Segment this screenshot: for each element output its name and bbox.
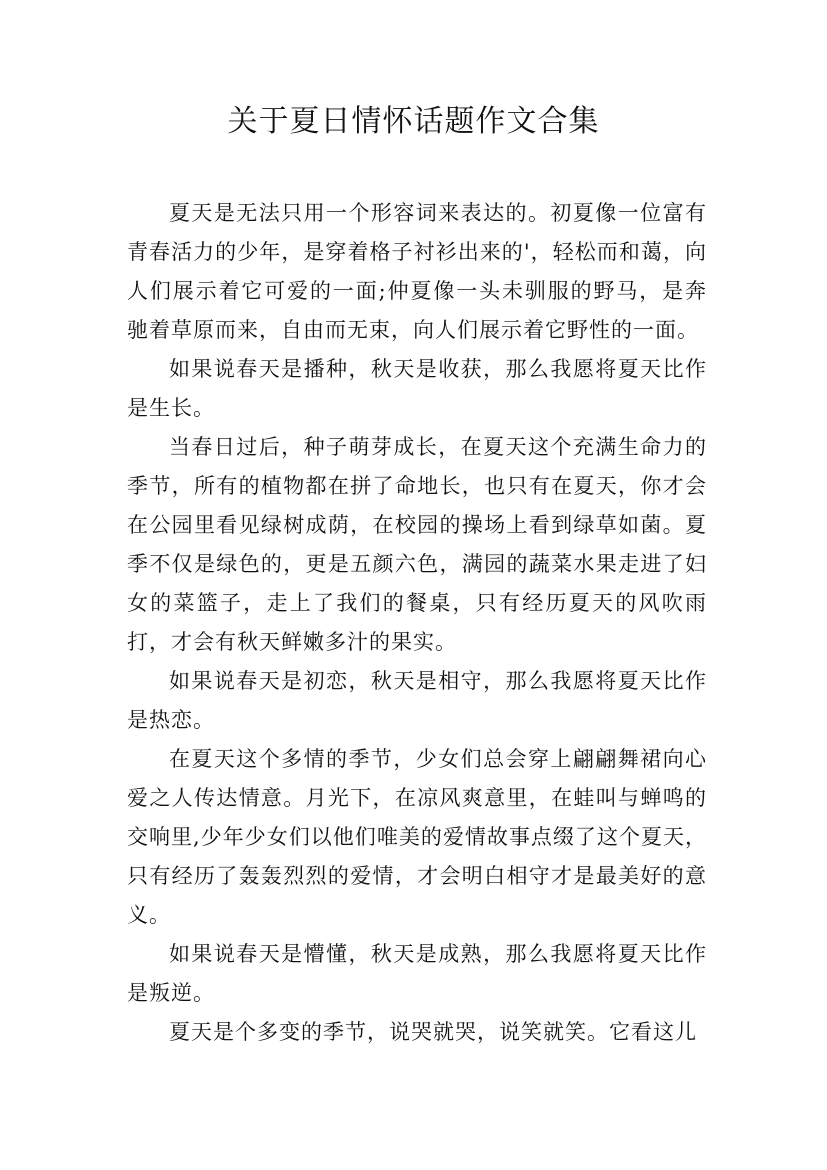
paragraph: 夏天是无法只用一个形容词来表达的。初夏像一位富有青春活力的少年，是穿着格子衬衫出来的'，轻松而和蔼，向人们展示着它可爱的一面;仲夏像一头未驯服的野马，是奔驰着草原而来，自由而无束，向人们展示着它野性的一面。 bbox=[127, 201, 707, 342]
paragraph: 在夏天这个多情的季节，少女们总会穿上翩翩舞裙向心爱之人传达情意。月光下，在凉风爽意里，在蛙叫与蝉鸣的交响里,少年少女们以他们唯美的爱情故事点缀了这个夏天，只有经历了轰轰烈烈的爱情，才会明白相守才是最美好的意义。 bbox=[127, 747, 707, 927]
paragraph: 如果说春天是懵懂，秋天是成熟，那么我愿将夏天比作是叛逆。 bbox=[127, 942, 707, 1005]
paragraph: 如果说春天是初恋，秋天是相守，那么我愿将夏天比作是热恋。 bbox=[127, 669, 707, 732]
paragraph: 当春日过后，种子萌芽成长，在夏天这个充满生命力的季节，所有的植物都在拼了命地长，也只有在夏天，你才会在公园里看见绿树成荫，在校园的操场上看到绿草如菌。夏季不仅是绿色的，更是五颜六色，满园的蔬菜水果走进了妇女的菜篮子，走上了我们的餐桌，只有经历夏天的风吹雨打，才会有秋天鲜嫩多汁的果实。 bbox=[127, 435, 707, 654]
document-title: 关于夏日情怀话题作文合集 bbox=[227, 104, 600, 139]
paragraph: 夏天是个多变的季节，说哭就哭，说笑就笑。它看这儿 bbox=[169, 1020, 697, 1044]
paragraph: 如果说春天是播种，秋天是收获，那么我愿将夏天比作是生长。 bbox=[127, 357, 707, 420]
document-body bbox=[127, 194, 707, 1052]
